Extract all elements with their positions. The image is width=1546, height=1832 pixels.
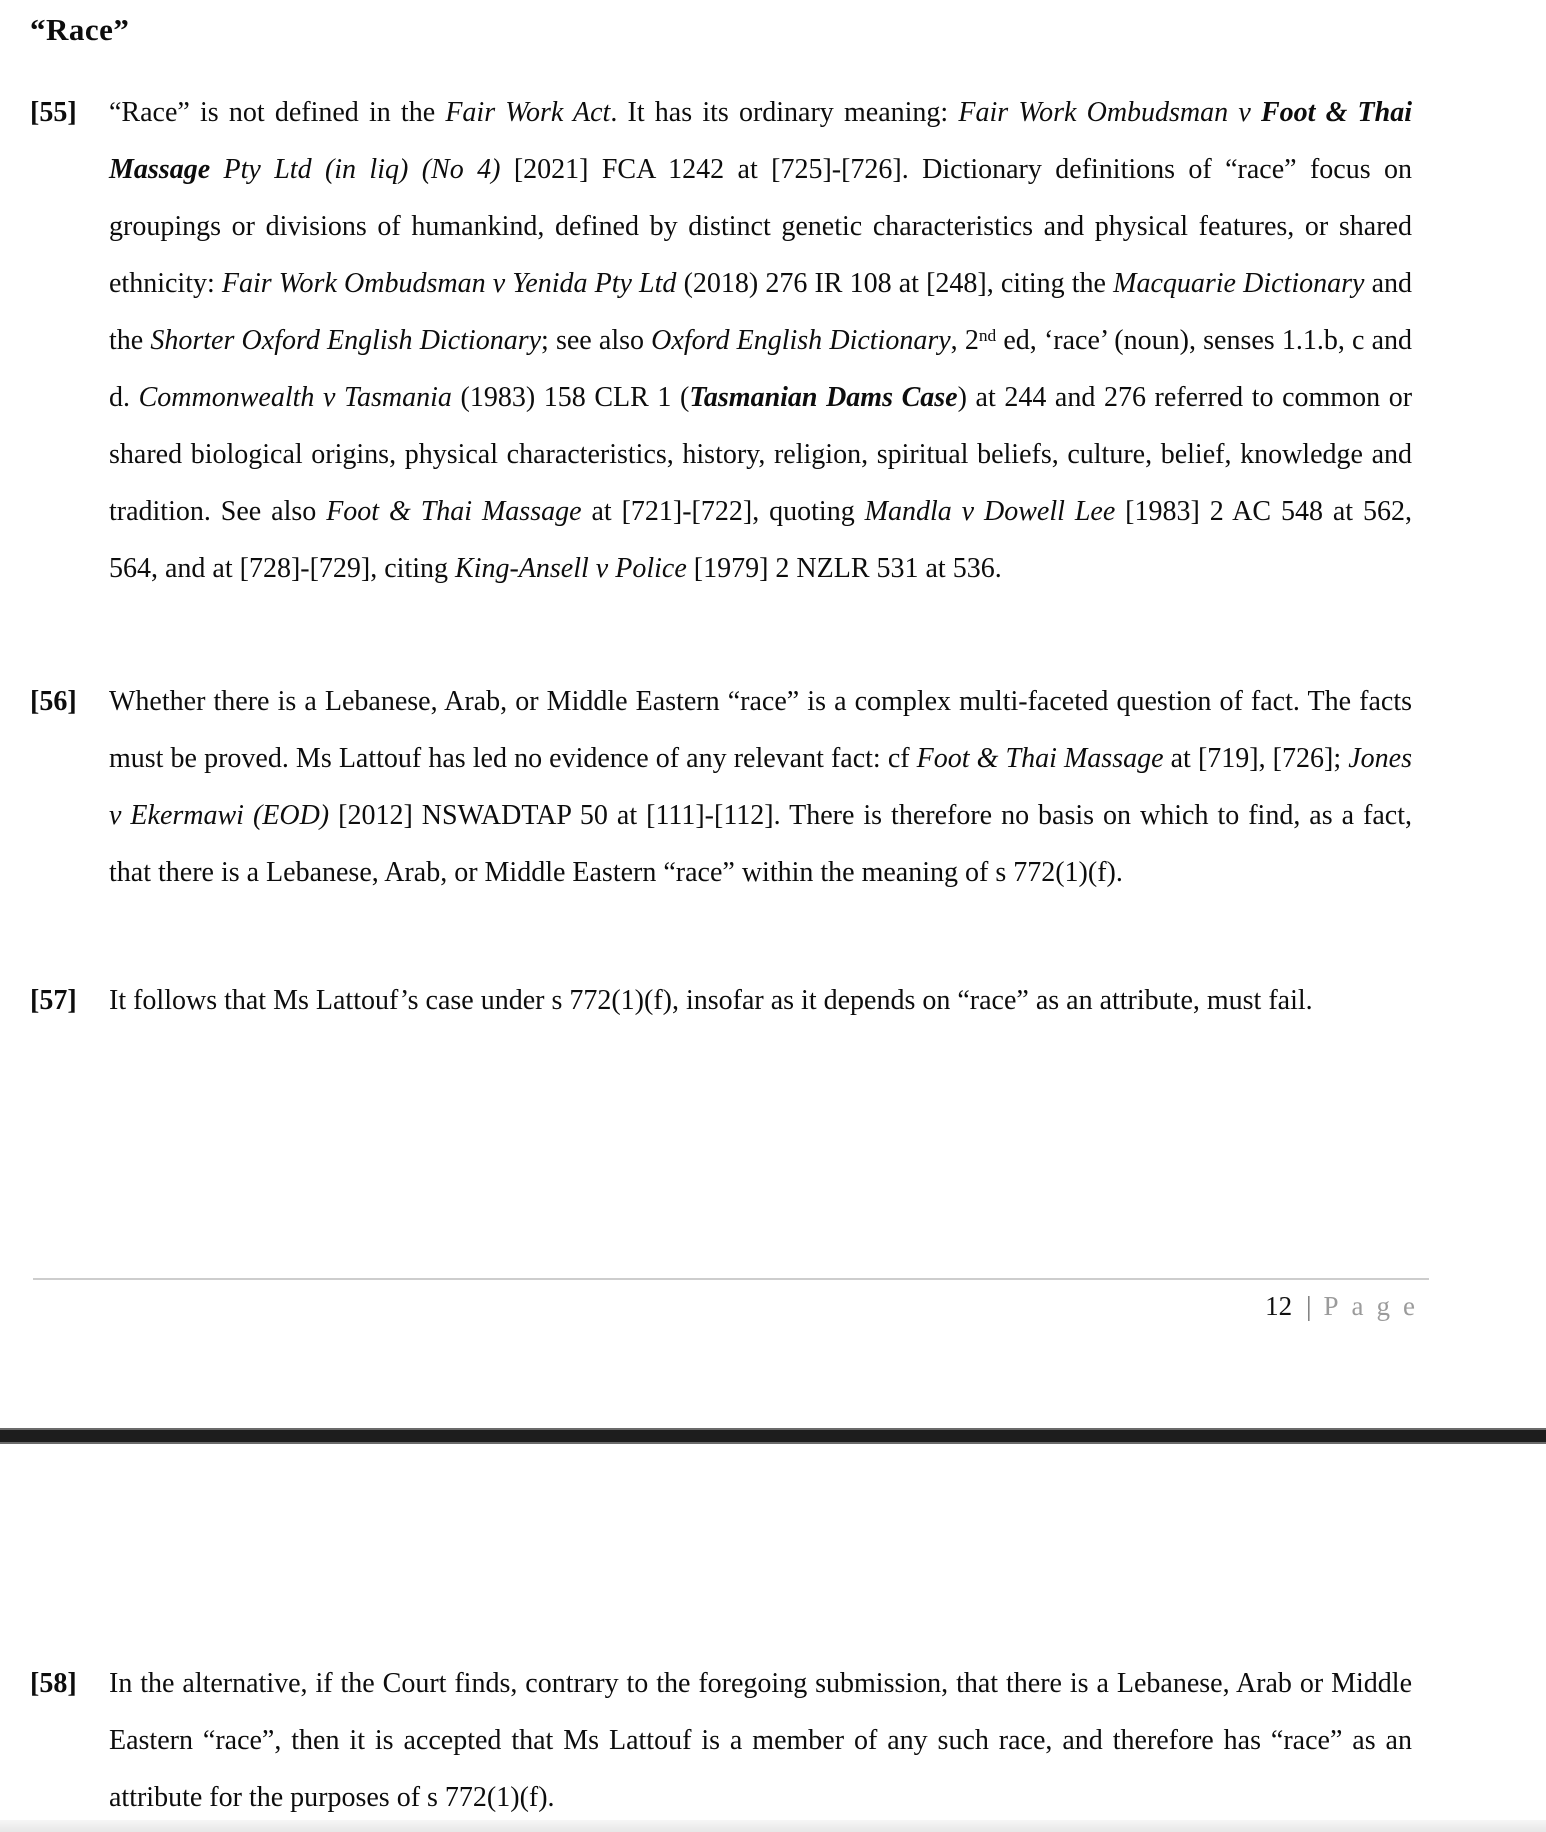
paragraph-number: [55] <box>30 97 77 128</box>
page-separator-bar <box>0 1428 1546 1444</box>
section-heading: “Race” <box>30 12 130 47</box>
paragraph-text: It follows that Ms Lattouf’s case under s 772(1)(f), insofar as it depends on “race” as an attribute, must fail. <box>109 985 1313 1016</box>
footer-divider <box>33 1278 1429 1280</box>
footer-separator: | <box>1306 1291 1312 1321</box>
paragraph-text: In the alternative, if the Court finds, contrary to the foregoing submission, that there is a Lebanese, Arab or Middle Eastern “race”, then it is accepted that Ms Lattouf is a member of any such race, and therefore has “race” as an attribute for the purposes of s 772(1)(f). <box>109 1668 1412 1813</box>
paragraph-number: [57] <box>30 985 77 1016</box>
paragraph-58 <box>30 1655 1412 1826</box>
paragraph-text: Whether there is a Lebanese, Arab, or Middle Eastern “race” is a complex multi-faceted question of fact. The facts must be proved. Ms Lattouf has led no evidence of any relevant fact: cf Foot & Thai Massage at [719], [726]; Jones v Ekermawi (EOD) [2012] NSWADTAP 50 at [111]-[112]. There is therefore no basis on which to find, as a fact, that there is a Lebanese, Arab, or Middle Eastern “race” within the meaning of s 772(1)(f). <box>109 686 1413 888</box>
paragraph-number: [56] <box>30 686 77 717</box>
paragraph-55 <box>30 84 1412 597</box>
footer-page-label: Page <box>1323 1291 1428 1321</box>
viewport-bottom-edge <box>0 1820 1546 1832</box>
paragraph-text: “Race” is not defined in the Fair Work Act. It has its ordinary meaning: Fair Work Ombudsman v Foot & Thai Massage Pty Ltd (in liq) (No 4) [2021] FCA 1242 at [725]-[726]. Dictionary definitions of “race” focus on groupings or divisions of humankind, defined by distinct genetic characteristics and physical features, or shared ethnicity: Fair Work Ombudsman v Yenida Pty Ltd (2018) 276 IR 108 at [248], citing the Macquarie Dictionary and the Shorter Oxford English Dictionary; see also Oxford English Dictionary, 2nd ed, ‘race’ (noun), senses 1.1.b, c and d. Commonwealth v Tasmania (1983) 158 CLR 1 (Tasmanian Dams Case) at 244 and 276 referred to common or shared biological origins, physical characteristics, history, religion, spiritual beliefs, culture, belief, knowledge and tradition. See also Foot & Thai Massage at [721]-[722], quoting Mandla v Dowell Lee [1983] 2 AC 548 at 562, 564, and at [728]-[729], citing King-Ansell v Police [1979] 2 NZLR 531 at 536. <box>109 97 1413 584</box>
page-number: 12 <box>1265 1291 1293 1321</box>
paragraph-56 <box>30 673 1412 901</box>
paragraph-number: [58] <box>30 1668 77 1699</box>
page-footer <box>30 1290 1428 1322</box>
paragraph-57 <box>30 972 1412 1029</box>
